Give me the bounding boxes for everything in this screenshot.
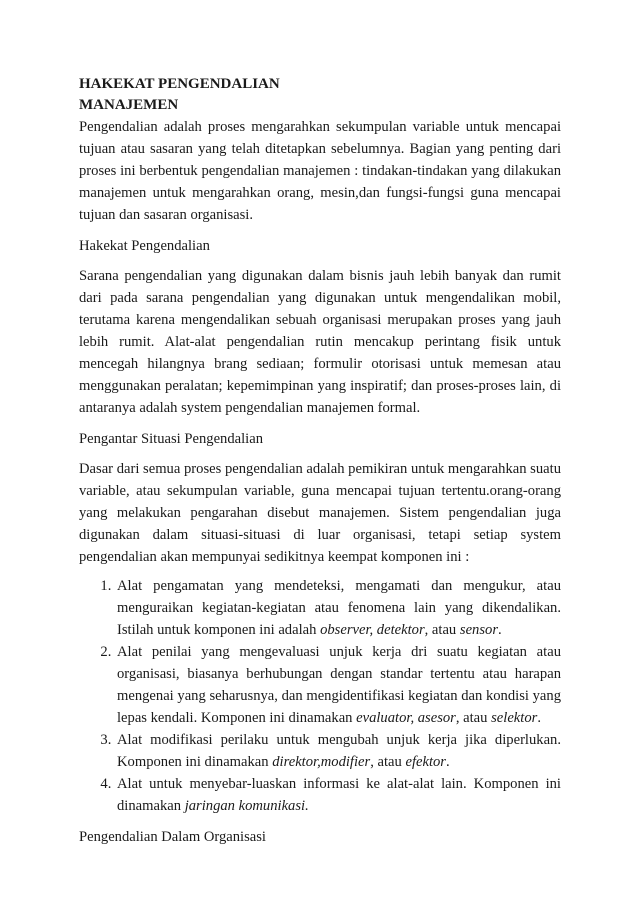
section-heading-pengantar: Pengantar Situasi Pengendalian xyxy=(79,431,264,447)
list-item-sep: , atau xyxy=(370,754,406,770)
list-item-end: . xyxy=(498,622,502,638)
component-list xyxy=(79,575,561,817)
intro-paragraph: Pengendalian adalah proses mengarahkan sekumpulan variable untuk mencapai tujuan atau sasaran yang telah ditetapkan sebelumnya. Bagian yang penting dari proses ini berbentuk pengendalian manajemen : tindakan-tindakan yang dilakukan manajemen untuk mengarahkan orang, mesin,dan fungsi-fungsi guna mencapai tujuan dan sasaran organisasi. xyxy=(79,119,561,223)
list-item-text: Alat pengamatan yang mendeteksi, mengamati dan mengukur, atau menguraikan kegiatan-kegiatan atau fenomena lain yang dikendalikan. Istilah untuk komponen ini adalah xyxy=(117,578,561,638)
section-paragraph-hakekat: Sarana pengendalian yang digunakan dalam bisnis jauh lebih banyak dan rumit dari pada sarana pengendalian yang digunakan untuk mengendalikan mobil, terutama karena mengendalikan sebuah organisasi merupakan proses yang jauh lebih rumit. Alat-alat pengendalian rutin mencakup perintang fisik untuk mencegah hilangnya brang sediaan; formulir otorisasi untuk memesan atau menggunakan peralatan; kepemimpinan yang inspiratif; dan proses-proses lain, di antaranya adalah system pengendalian manajemen formal. xyxy=(79,268,561,416)
document-body xyxy=(79,74,561,856)
list-item-term: jaringan komunikasi. xyxy=(184,798,309,814)
list-item-term-last: selektor xyxy=(491,710,538,726)
section-heading-hakekat: Hakekat Pengendalian xyxy=(79,238,210,254)
list-item xyxy=(115,575,561,641)
list-item-end: . xyxy=(446,754,450,770)
list-item-term-last: sensor xyxy=(459,622,498,638)
list-item-term: evaluator, asesor xyxy=(356,710,456,726)
list-item-text: Alat penilai yang mengevaluasi unjuk kerja dri suatu kegiatan atau organisasi, biasanya berhubungan dengan standar tertentu atau harapan mengenai yang seharusnya, dan mengidentifikasi kegiatan dan kondisi yang lepas kendali. Komponen ini dinamakan xyxy=(117,644,561,726)
list-item-sep: , atau xyxy=(424,622,460,638)
list-item-end: . xyxy=(537,710,541,726)
document-title: HAKEKAT PENGENDALIAN MANAJEMEN xyxy=(79,76,280,113)
section-heading-organisasi: Pengendalian Dalam Organisasi xyxy=(79,829,266,845)
list-item-text: Alat untuk menyebar-luaskan informasi ke alat-alat lain. Komponen ini dinamakan xyxy=(117,776,561,814)
list-item xyxy=(115,773,561,817)
list-item-term: observer, detektor xyxy=(320,622,425,638)
list-item-term: direktor,modifier xyxy=(272,754,371,770)
list-item-sep: , atau xyxy=(455,710,492,726)
section-paragraph-pengantar: Dasar dari semua proses pengendalian adalah pemikiran untuk mengarahkan suatu variable, atau sekumpulan variable, guna mencapai tujuan tertentu.orang-orang yang melakukan pengarahan disebut manajemen. Sistem pengendalian juga digunakan dalam situasi-situasi di luar organisasi, tetapi setiap system pengendalian akan mempunyai sedikitnya keempat komponen ini : xyxy=(79,461,561,565)
list-item-term-last: efektor xyxy=(405,754,446,770)
list-item xyxy=(115,729,561,773)
list-item-text: Alat modifikasi perilaku untuk mengubah unjuk kerja jika diperlukan. Komponen ini dinamakan xyxy=(117,732,561,770)
list-item xyxy=(115,641,561,729)
